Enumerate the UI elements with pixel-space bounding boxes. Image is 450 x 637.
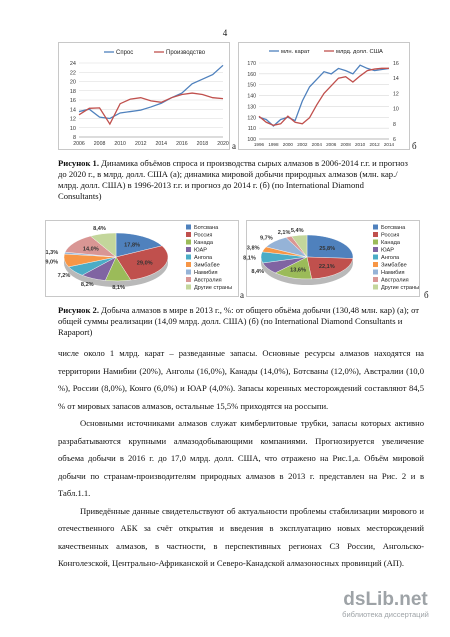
y-left-tick-label: 140 bbox=[247, 93, 256, 100]
legend-swatch bbox=[186, 270, 191, 275]
paragraph-2: Основными источниками алмазов служат кимберлитовые трубки, запасы которых активно разрабатываются крупными алмазодобывающими компаниями. Прогнозируется увеличение объема добычи в 2016 г. до 17,0 млрд. долл. США, что отражено на Рис.1,а. Объём мировой добычи по странам-производителям природных алмазов в 2013 г. представлен на Рис. 2 и в Табл.1.1. bbox=[58, 418, 424, 498]
x-tick-label: 2002 bbox=[297, 142, 308, 147]
y-left-tick-label: 130 bbox=[247, 104, 256, 111]
figure2-caption-number: Рисунок 2. bbox=[58, 305, 99, 315]
y-tick-label: 16 bbox=[69, 98, 76, 104]
legend-label: Канада bbox=[381, 240, 400, 246]
y-left-tick-label: 150 bbox=[247, 82, 256, 89]
legend-label: Намибия bbox=[381, 270, 405, 276]
legend-label: Ангола bbox=[194, 255, 213, 261]
legend-swatch bbox=[373, 240, 378, 245]
legend-label: ЮАР bbox=[194, 247, 207, 254]
legend-label: Спрос bbox=[116, 50, 134, 56]
x-tick-label: 2008 bbox=[93, 141, 106, 147]
figure1-caption-text: Динамика объёмов спроса и производства сырых алмазов в 2006-2014 г.г. и прогноз до 2020 г., в млрд. долл. США (а); динамика мировой добычи природных алмазов (млн. кар./млрд. долл. США) в 1996-2013 г.г. и прогноз до 2014 г. (б) (по International Diamond Consultants) bbox=[58, 158, 408, 201]
series-line-2 bbox=[79, 93, 223, 124]
figure2-caption-text: Добыча алмазов в мире в 2013 г., %: от общего объёма добычи (130,48 млн. кар) (а); от общей суммы реализации (14,09 млрд. долл. США) (б) (по International Diamond Consultants и Rapaport) bbox=[58, 305, 420, 337]
pie-data-label: 2,1% bbox=[277, 229, 291, 236]
legend-swatch bbox=[373, 270, 378, 275]
x-tick-label: 2014 bbox=[155, 141, 168, 147]
legend-label: млрд. долл. США bbox=[336, 49, 383, 55]
y-tick-label: 14 bbox=[69, 107, 76, 114]
x-tick-label: 2006 bbox=[326, 142, 337, 147]
legend-swatch bbox=[186, 247, 191, 252]
y-right-tick-label: 6 bbox=[393, 137, 396, 143]
body-text bbox=[58, 345, 424, 573]
y-tick-label: 10 bbox=[69, 125, 76, 132]
paragraph-1: числе около 1 млрд. карат – разведанные запасы. Основные ресурсы алмазов находятся на территории Намибии (20%), Анголы (16,0%), Канады (14,0%), Ботсваны (12,0%), Австралии (10,0 %), России (8,0%), Конго (6,0%) и ЮАР (4,0%). Запасы коренных месторождений составляют 84,5 % от мировых запасов алмазов, остальные 15,5% приходятся на россыпи. bbox=[58, 348, 424, 411]
x-tick-label: 2000 bbox=[282, 142, 294, 147]
pie-data-label: 29,0% bbox=[136, 260, 153, 267]
figure1-label-b: б bbox=[412, 141, 417, 151]
chart-demand-production-svg bbox=[59, 43, 229, 149]
chart-demand-production bbox=[58, 42, 230, 150]
pie-data-label: 8,4% bbox=[93, 225, 106, 232]
legend-swatch bbox=[186, 255, 191, 260]
x-tick-label: 1996 bbox=[253, 142, 265, 147]
legend-label: Зимбабве bbox=[381, 262, 407, 269]
figure2-label-a: а bbox=[240, 290, 244, 300]
y-tick-label: 8 bbox=[72, 135, 76, 141]
y-left-tick-label: 170 bbox=[247, 61, 256, 67]
legend-label: ЮАР bbox=[381, 247, 394, 254]
legend-label: Ботсвана bbox=[381, 225, 406, 231]
pie-data-label: 8,2% bbox=[80, 281, 94, 288]
x-tick-label: 2008 bbox=[340, 142, 351, 147]
legend-label: Производство bbox=[166, 50, 206, 56]
figure1-caption bbox=[58, 158, 408, 202]
figure1-caption-number: Рисунок 1. bbox=[58, 158, 99, 168]
legend-swatch bbox=[373, 232, 378, 237]
chart-pie-volume bbox=[45, 220, 239, 297]
y-tick-label: 18 bbox=[69, 88, 76, 95]
legend-swatch bbox=[186, 232, 191, 237]
legend-label: Ангола bbox=[381, 255, 400, 261]
pie-data-label: 8,1% bbox=[112, 284, 125, 291]
chart-world-production-svg bbox=[239, 43, 409, 149]
chart-world-production bbox=[238, 42, 410, 150]
x-tick-label: 2012 bbox=[369, 142, 380, 147]
legend-label: Австралия bbox=[194, 277, 222, 284]
series-line-2 bbox=[259, 68, 389, 125]
chart-pie-value-svg bbox=[243, 221, 420, 296]
x-tick-label: 2012 bbox=[134, 141, 147, 147]
legend-swatch bbox=[186, 225, 191, 230]
pie-data-label: 8,1% bbox=[243, 255, 256, 262]
legend-label: Другие страны bbox=[194, 285, 233, 291]
paragraph-3: Приведённые данные свидетельствуют об актуальности проблемы стабилизации мирового и отечественного АБК за счёт открытия и введения в эксплуатацию новых месторождений качественных алмазов, в частности, в перспективных регионах СЗ России, Ангольско-Конголезской, Центрально-Африканской и Северо-Канадской алмазоносных провинций (АП). bbox=[58, 505, 424, 568]
watermark bbox=[328, 590, 443, 619]
chart-pie-value bbox=[243, 220, 420, 297]
page-number: 4 bbox=[222, 28, 228, 38]
watermark-tagline: библиотека диссертаций bbox=[342, 610, 429, 619]
x-tick-label: 2018 bbox=[196, 141, 209, 147]
y-left-tick-label: 160 bbox=[247, 71, 256, 78]
legend-swatch bbox=[186, 277, 191, 282]
legend-swatch bbox=[373, 285, 378, 290]
legend-label: млн. карат bbox=[281, 49, 310, 55]
chart-pie-volume-svg bbox=[46, 221, 238, 296]
legend-swatch bbox=[373, 247, 378, 252]
pie-data-label: 5,4% bbox=[290, 227, 304, 234]
y-tick-label: 22 bbox=[69, 70, 76, 77]
legend-label: Ботсвана bbox=[194, 225, 219, 231]
figure2-label-b: б bbox=[424, 290, 429, 300]
x-tick-label: 2020 bbox=[217, 141, 229, 147]
pie-data-label: 25,8% bbox=[319, 245, 336, 252]
x-tick-label: 1998 bbox=[268, 142, 279, 147]
legend-swatch bbox=[186, 240, 191, 245]
x-tick-label: 2014 bbox=[383, 142, 395, 147]
x-tick-label: 2016 bbox=[176, 141, 188, 147]
figure2-caption bbox=[58, 305, 424, 338]
x-tick-label: 2010 bbox=[354, 142, 366, 147]
y-right-tick-label: 8 bbox=[393, 121, 396, 128]
legend-swatch bbox=[373, 277, 378, 282]
legend-label: Россия bbox=[194, 232, 213, 239]
legend-label: Австралия bbox=[381, 277, 409, 284]
x-tick-label: 2006 bbox=[73, 141, 85, 147]
y-left-tick-label: 100 bbox=[247, 137, 256, 143]
pie-data-label: 13,6% bbox=[290, 267, 306, 274]
legend-swatch bbox=[373, 225, 378, 230]
legend-label: Канада bbox=[194, 240, 213, 246]
pie-data-label: 14,0% bbox=[82, 246, 99, 253]
legend-swatch bbox=[186, 285, 191, 290]
x-tick-label: 2004 bbox=[311, 142, 322, 147]
pie-data-label: 3,8% bbox=[246, 245, 260, 252]
y-tick-label: 20 bbox=[69, 79, 76, 86]
y-right-tick-label: 12 bbox=[393, 91, 399, 98]
y-right-tick-label: 14 bbox=[393, 76, 399, 83]
x-tick-label: 2010 bbox=[114, 141, 126, 147]
legend-label: Зимбабве bbox=[194, 262, 220, 269]
watermark-brand: dsLib.net bbox=[343, 589, 428, 610]
legend-label: Намибия bbox=[194, 270, 218, 276]
pie-data-label: 17,8% bbox=[124, 242, 141, 249]
pie-data-label: 22,1% bbox=[318, 264, 335, 271]
pie-data-label: 1,3% bbox=[45, 250, 59, 257]
y-tick-label: 24 bbox=[69, 61, 76, 67]
legend-swatch bbox=[186, 262, 191, 267]
legend-label: Другие страны bbox=[381, 285, 420, 291]
figure1-label-a: а bbox=[232, 141, 236, 151]
y-right-tick-label: 10 bbox=[393, 106, 399, 113]
legend-label: Россия bbox=[381, 232, 400, 239]
y-right-tick-label: 16 bbox=[393, 61, 399, 67]
pie-data-label: 9,0% bbox=[45, 259, 59, 266]
y-left-tick-label: 110 bbox=[247, 126, 256, 133]
legend-swatch bbox=[373, 255, 378, 260]
legend-swatch bbox=[373, 262, 378, 267]
pie-data-label: 7,2% bbox=[57, 273, 71, 280]
y-left-tick-label: 120 bbox=[247, 115, 256, 122]
pie-data-label: 9,7% bbox=[260, 235, 273, 242]
y-tick-label: 12 bbox=[69, 116, 76, 123]
pie-data-label: 8,4% bbox=[251, 269, 265, 276]
